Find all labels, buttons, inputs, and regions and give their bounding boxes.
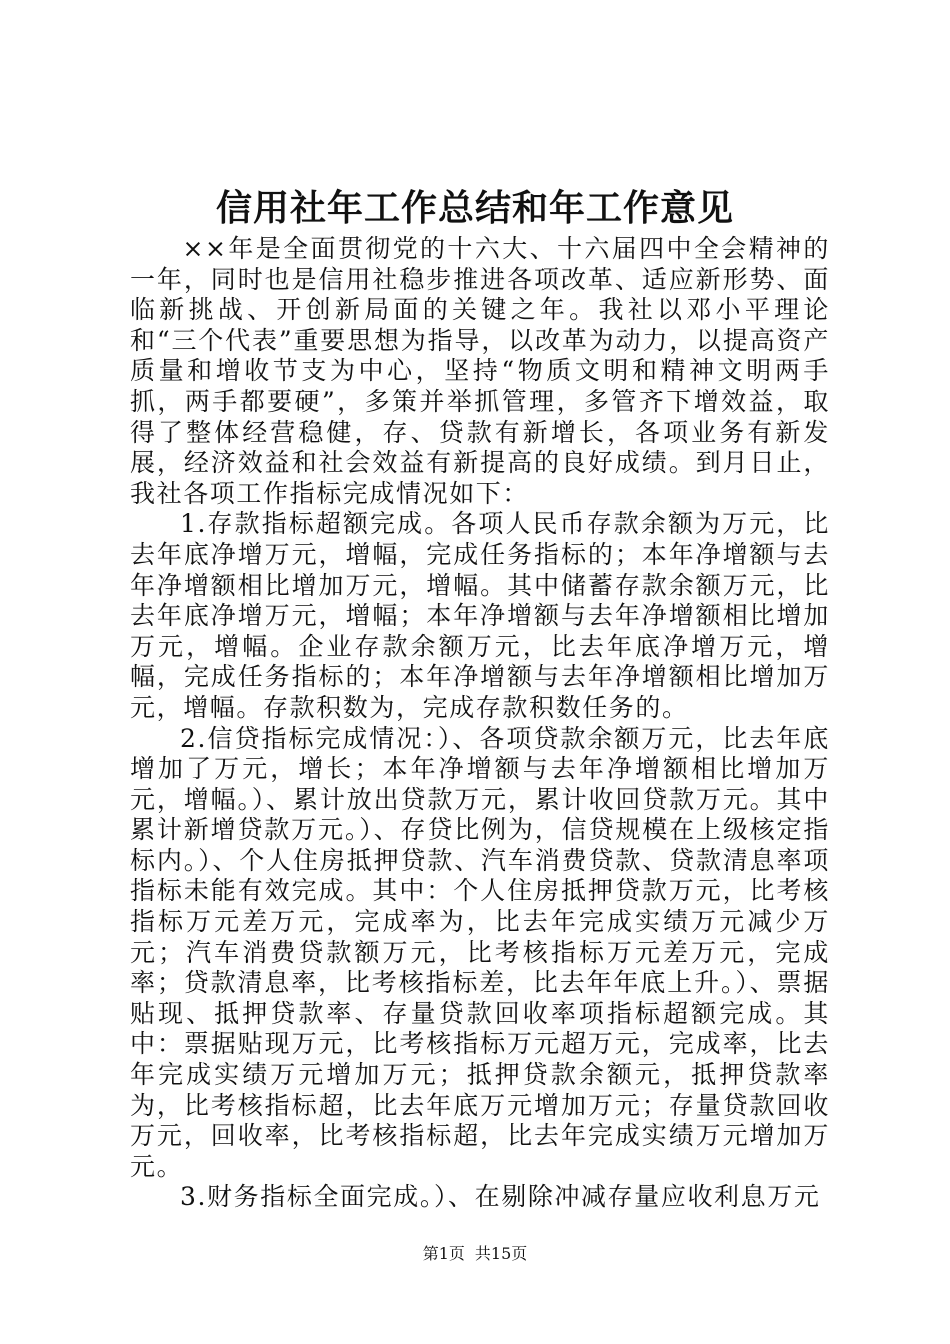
document-title: 信用社年工作总结和年工作意见: [215, 187, 734, 229]
page-footer: [0, 1242, 950, 1266]
page-total: 共15页: [474, 1244, 528, 1263]
paragraph-deposit: 1.存款指标超额完成。各项人民币存款余额为万元，比去年底净增万元，增幅，完成任务指标的；本年净增额与去年净增额相比增加万元，增幅。其中储蓄存款余额万元，比去年底净增万元，增幅；本年净增额与去年净增额相比增加万元，增幅。企业存款余额万元，比去年底净增万元，增幅，完成任务指标的；本年净增额与去年净增额相比增加万元，增幅。存款积数为，完成存款积数任务的。: [130, 509, 830, 722]
paragraph-credit: 2.信贷指标完成情况：）、各项贷款余额万元，比去年底增加了万元，增长；本年净增额与去年净增额相比增加万元，增幅。）、累计放出贷款万元，累计收回贷款万元。其中累计新增贷款万元。）、存贷比例为，信贷规模在上级核定指标内。）、个人住房抵押贷款、汽车消费贷款、贷款清息率项指标未能有效完成。其中：个人住房抵押贷款万元，比考核指标万元差万元，完成率为，比去年完成实绩万元减少万元；汽车消费贷款额万元，比考核指标万元差万元，完成率；贷款清息率，比考核指标差，比去年年底上升。）、票据贴现、抵押贷款率、存量贷款回收率项指标超额完成。其中：票据贴现万元，比考核指标万元超万元，完成率，比去年完成实绩万元增加万元；抵押贷款余额元，抵押贷款率为，比考核指标超，比去年底万元增加万元；存量贷款回收万元，回收率，比考核指标超，比去年完成实绩万元增加万元。: [130, 723, 830, 1181]
page-number: 第1页: [422, 1244, 465, 1263]
paragraph-intro: ××年是全面贯彻党的十六大、十六届四中全会精神的一年，同时也是信用社稳步推进各项改革、适应新形势、面临新挑战、开创新局面的关键之年。我社以邓小平理论和“三个代表”重要思想为指导，以改革为动力，以提高资产质量和增收节支为中心，坚持“物质文明和精神文明两手抓，两手都要硬”，多策并举抓管理，多管齐下增效益，取得了整体经营稳健，存、贷款有新增长，各项业务有新发展，经济效益和社会效益有新提高的良好成绩。到月日止，我社各项工作指标完成情况如下：: [130, 234, 830, 508]
paragraph-finance: 3.财务指标全面完成。）、在剔除冲减存量应收利息万元: [180, 1182, 821, 1212]
document-body: [130, 234, 830, 1213]
